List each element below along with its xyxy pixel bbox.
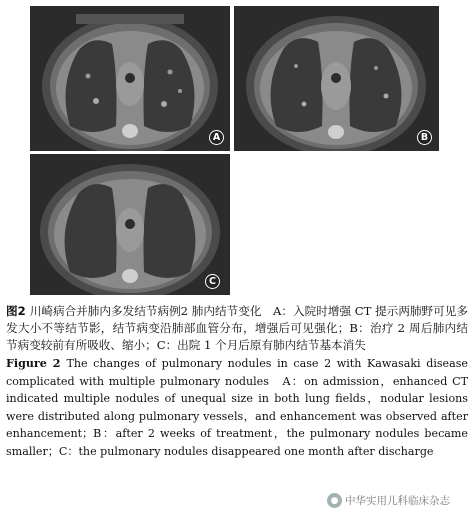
panel-label-b: B bbox=[417, 130, 432, 145]
ct-scan-a bbox=[30, 6, 230, 151]
panel-label-a: A bbox=[209, 130, 224, 145]
caption-en-text: The changes of pulmonary nodules in case 2 with Kawasaki disease complicated with multiple pulmonary nodules A：on admission，enhanced CT indicated multiple nodules of unequal size in both lung fields，nodular lesions were distributed along pulmonary vessels，and enhancement was observed after enhancement；B：after 2 weeks of treatment，the pulmonary nodules became smaller；C：the pulmonary nodules disappeared one month after discharge bbox=[6, 357, 468, 458]
figure-caption bbox=[6, 303, 468, 461]
ct-image-c bbox=[30, 154, 230, 295]
ct-image-a bbox=[30, 6, 230, 151]
journal-watermark bbox=[325, 493, 452, 508]
caption-english bbox=[6, 355, 468, 461]
ct-image-b bbox=[234, 6, 439, 151]
ct-scan-b bbox=[234, 6, 439, 151]
ct-scan-c bbox=[30, 154, 230, 295]
caption-cn-label: 图2 bbox=[6, 304, 30, 318]
caption-chinese bbox=[6, 303, 468, 354]
watermark-text: 中华实用儿科临床杂志 bbox=[345, 495, 450, 507]
caption-cn-text: 川崎病合并肺内多发结节病例2 肺内结节变化 A：入院时增强 CT 提示两肺野可见多发大小不等结节影，结节病变沿肺部血管分布，增强后可见强化；B：治疗 2 周后肺内结节病变较前有所吸收、缩小；C：出院 1 个月后原有肺内结节基本消失 bbox=[6, 304, 468, 352]
wechat-icon: ● bbox=[327, 493, 342, 508]
panel-label-c: C bbox=[205, 274, 220, 289]
caption-en-label: Figure 2 bbox=[6, 357, 67, 370]
